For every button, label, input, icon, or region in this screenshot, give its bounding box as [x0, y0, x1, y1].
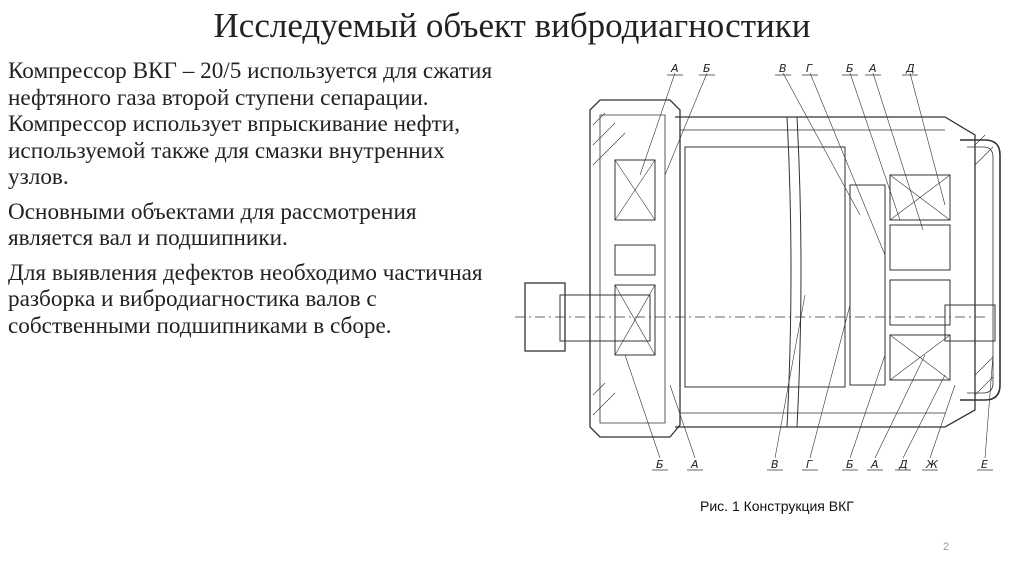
section-label-bottom-b2: Б	[846, 458, 854, 471]
paragraph-objects: Основными объектами для рассмотрения является вал и подшипники.	[8, 198, 417, 251]
page-number: 2	[943, 541, 950, 553]
section-label-bottom-a1: А	[691, 458, 699, 471]
compressor-cross-section	[505, 55, 1015, 495]
section-label-top-b1: Б	[703, 62, 711, 75]
section-label-bottom-g: Г	[806, 458, 813, 471]
section-label-bottom-v: В	[771, 458, 779, 471]
section-label-bottom-e: Е	[981, 458, 988, 471]
section-label-bottom-b1: Б	[656, 458, 664, 471]
section-label-top-v: В	[779, 62, 787, 75]
section-label-top-d: Д	[906, 62, 915, 75]
section-label-top-b2: Б	[846, 62, 854, 75]
figure-caption: Рис. 1 Конструкция ВКГ	[700, 498, 854, 514]
section-label-bottom-zh: Ж	[926, 458, 938, 471]
paragraph-defects: Для выявления дефектов необходимо частичная разборка и вибродиагностика валов с собственными подшипниками в сборе.	[8, 259, 483, 339]
section-label-bottom-d: Д	[899, 458, 908, 471]
slide-title: Исследуемый объект вибродиагностики	[213, 6, 811, 45]
section-label-top-a2: А	[869, 62, 877, 75]
section-label-bottom-a2: А	[871, 458, 879, 471]
section-label-top-a1: А	[671, 62, 679, 75]
paragraph-description: Компрессор ВКГ – 20/5 используется для сжатия нефтяного газа второй ступени сепарации. Компрессор использует впрыскивание нефти, используемой также для смазки внутренних узлов.	[8, 58, 493, 190]
compressor-drawing	[505, 55, 1015, 495]
section-label-top-g: Г	[806, 62, 813, 75]
body-text	[8, 58, 503, 347]
